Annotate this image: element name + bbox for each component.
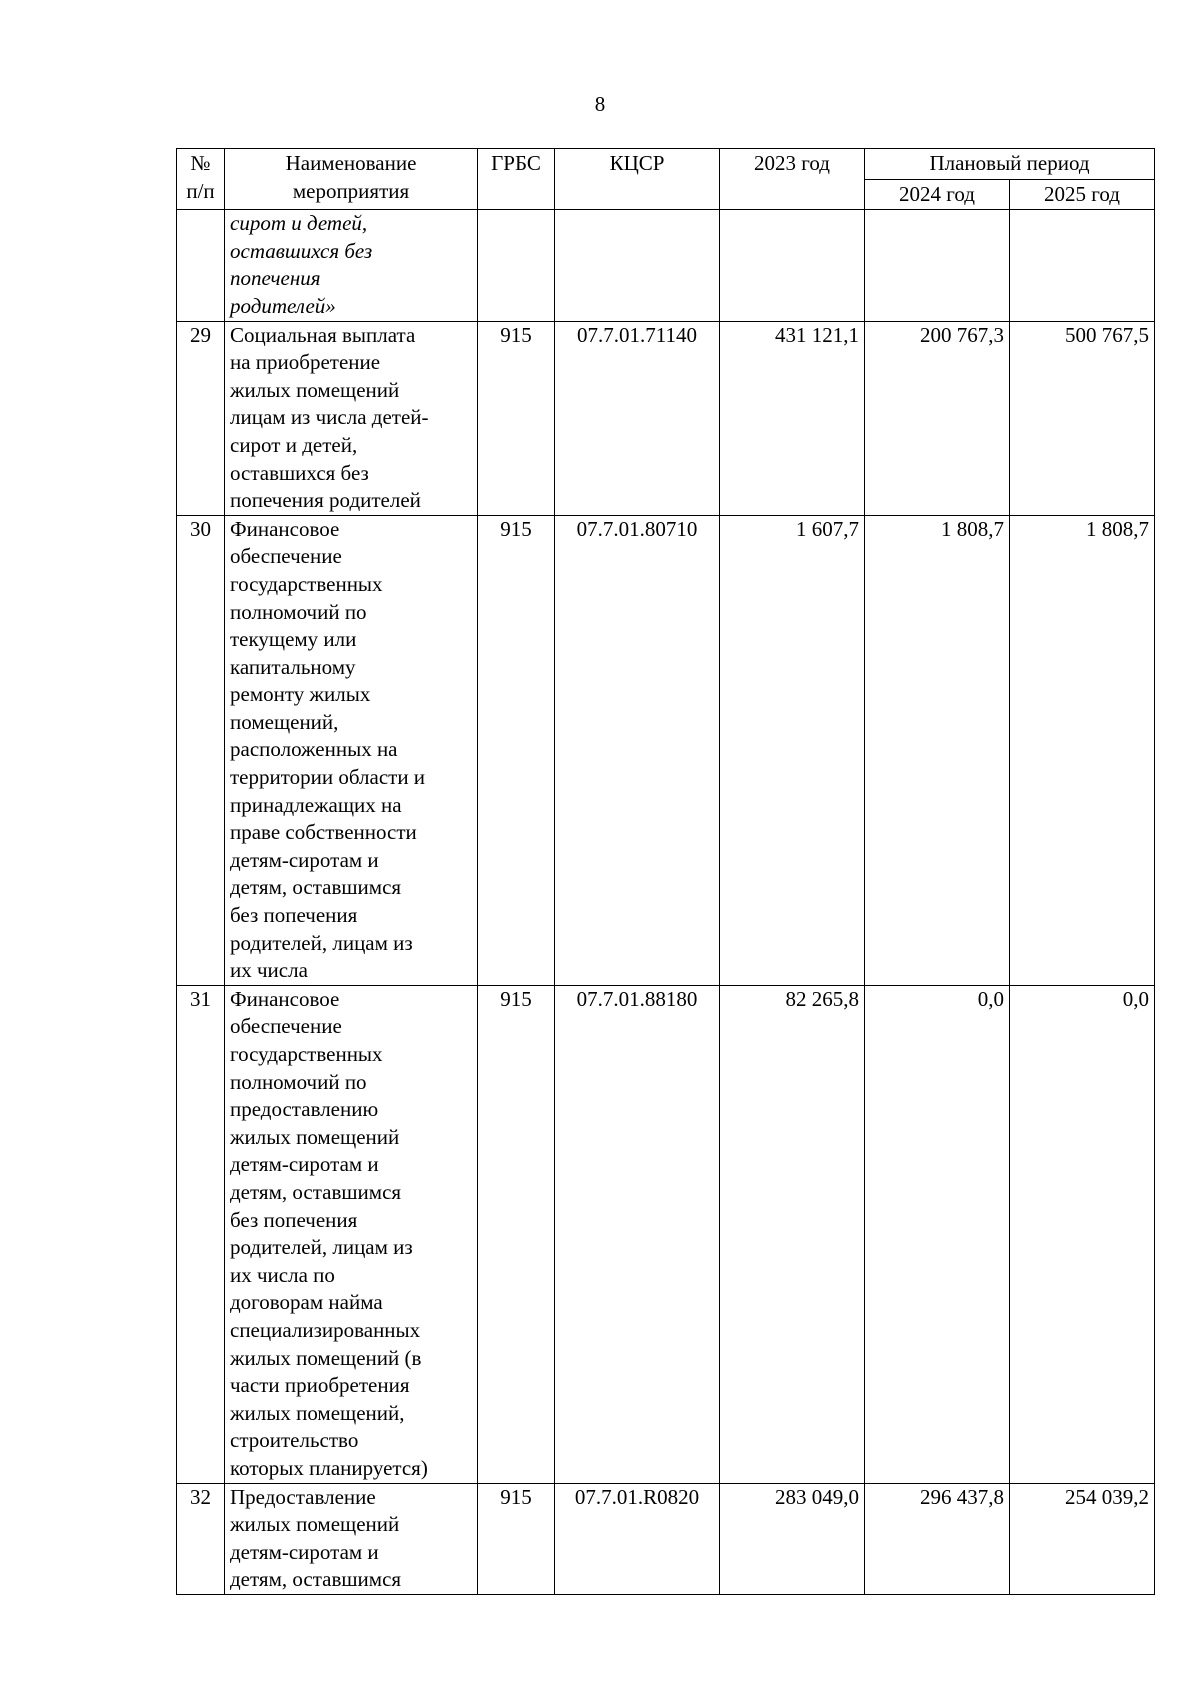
name-line: оставшихся без: [230, 238, 373, 263]
cell-2025: 500 767,5: [1010, 321, 1155, 515]
name-line: полномочий по: [230, 599, 367, 624]
name-line: части приобретения: [230, 1373, 410, 1398]
name-line: жилых помещений: [230, 377, 400, 402]
cell-2025: 254 039,2: [1010, 1483, 1155, 1594]
page-number: 8: [594, 92, 606, 116]
header-number: № п/п: [177, 149, 225, 210]
name-line: праве собственности: [230, 820, 417, 845]
name-line: Финансовое: [230, 986, 340, 1011]
name-line: предоставлению: [230, 1097, 379, 1122]
name-line: детям-сиротам и: [230, 1539, 379, 1564]
name-line: помещений,: [230, 709, 339, 734]
cell-2025: 1 808,7: [1010, 515, 1155, 985]
name-line: договорам найма: [230, 1290, 383, 1315]
name-line: оставшихся без: [230, 460, 369, 485]
name-line: попечения родителей: [230, 488, 421, 513]
cell-kcsr: 07.7.01.71140: [555, 321, 720, 515]
name-line: жилых помещений: [230, 1124, 400, 1149]
name-line: специализированных: [230, 1317, 421, 1342]
name-line: без попечения: [230, 903, 358, 928]
name-line: государственных: [230, 1042, 383, 1066]
name-line: родителей»: [230, 293, 336, 318]
name-line: их числа: [230, 958, 308, 983]
cell-name: [225, 515, 478, 985]
name-line: ремонту жилых: [230, 682, 371, 707]
name-line: родителей, лицам из: [230, 1235, 413, 1260]
cell-kcsr: [555, 210, 720, 321]
cell-kcsr: 07.7.01.R0820: [555, 1483, 720, 1594]
name-line: жилых помещений,: [230, 1400, 405, 1425]
table-row: [177, 1483, 1155, 1594]
name-line: детям-сиротам и: [230, 1152, 379, 1177]
header-kcsr: КЦСР: [555, 149, 720, 210]
name-line: жилых помещений: [230, 1512, 400, 1537]
header-2023: 2023 год: [720, 149, 865, 210]
cell-number: [177, 210, 225, 321]
name-line: полномочий по: [230, 1069, 367, 1094]
cell-2024: 0,0: [865, 985, 1010, 1483]
name-line: детям, оставшимся: [230, 1179, 402, 1204]
name-line: капитальному: [230, 654, 356, 679]
cell-grbs: 915: [478, 321, 555, 515]
cell-2023: 1 607,7: [720, 515, 865, 985]
name-line: строительство: [230, 1428, 359, 1453]
cell-2025: 0,0: [1010, 985, 1155, 1483]
table-row: [177, 321, 1155, 515]
budget-table: [176, 148, 1155, 1595]
name-line: детям-сиротам и: [230, 847, 379, 872]
name-line: сирот и детей,: [230, 432, 358, 457]
cell-kcsr: 07.7.01.88180: [555, 985, 720, 1483]
name-line: лицам из числа детей-: [230, 405, 429, 430]
cell-number: 29: [177, 321, 225, 515]
name-line: Социальная выплата: [230, 322, 416, 347]
name-line: Предоставление: [230, 1484, 376, 1509]
table-row: [177, 985, 1155, 1483]
cell-2023: 431 121,1: [720, 321, 865, 515]
cell-number: 31: [177, 985, 225, 1483]
header-grbs: ГРБС: [478, 149, 555, 210]
name-line: попечения: [230, 266, 321, 291]
cell-2023: [720, 210, 865, 321]
header-2024: 2024 год: [865, 179, 1010, 210]
cell-2024: 200 767,3: [865, 321, 1010, 515]
cell-name: [225, 1483, 478, 1594]
header-2025: 2025 год: [1010, 179, 1155, 210]
name-line: территории области и: [230, 765, 426, 790]
name-line: детям, оставшимся: [230, 1567, 402, 1592]
header-name: Наименование мероприятия: [225, 149, 478, 210]
cell-name: [225, 321, 478, 515]
name-line: жилых помещений (в: [230, 1345, 422, 1370]
name-line: детям, оставшимся: [230, 875, 402, 900]
name-line: сирот и детей,: [230, 211, 368, 236]
header-planning-period: Плановый период: [865, 149, 1155, 180]
name-line: родителей, лицам из: [230, 930, 413, 955]
cell-grbs: [478, 210, 555, 321]
name-line: их числа по: [230, 1262, 335, 1287]
cell-2024: 1 808,7: [865, 515, 1010, 985]
name-line: на приобретение: [230, 350, 381, 375]
name-line: обеспечение: [230, 1014, 342, 1039]
name-line: Финансовое: [230, 516, 340, 541]
cell-grbs: 915: [478, 515, 555, 985]
cell-2024: 296 437,8: [865, 1483, 1010, 1594]
name-line: обеспечение: [230, 544, 342, 569]
cell-2023: 82 265,8: [720, 985, 865, 1483]
cell-2023: 283 049,0: [720, 1483, 865, 1594]
cell-2025: [1010, 210, 1155, 321]
cell-kcsr: 07.7.01.80710: [555, 515, 720, 985]
name-line: принадлежащих на: [230, 792, 402, 817]
name-line: расположенных на: [230, 737, 398, 762]
cell-grbs: 915: [478, 985, 555, 1483]
name-line: которых планируется): [230, 1455, 428, 1480]
cell-grbs: 915: [478, 1483, 555, 1594]
table-row: [177, 515, 1155, 985]
continuation-name-cell: [225, 210, 478, 321]
header-row-1: [177, 149, 1155, 180]
cell-number: 32: [177, 1483, 225, 1594]
cell-number: 30: [177, 515, 225, 985]
continuation-row: [177, 210, 1155, 321]
cell-2024: [865, 210, 1010, 321]
cell-name: [225, 985, 478, 1483]
name-line: текущему или: [230, 627, 357, 652]
name-line: государственных: [230, 571, 383, 596]
name-line: без попечения: [230, 1207, 358, 1232]
